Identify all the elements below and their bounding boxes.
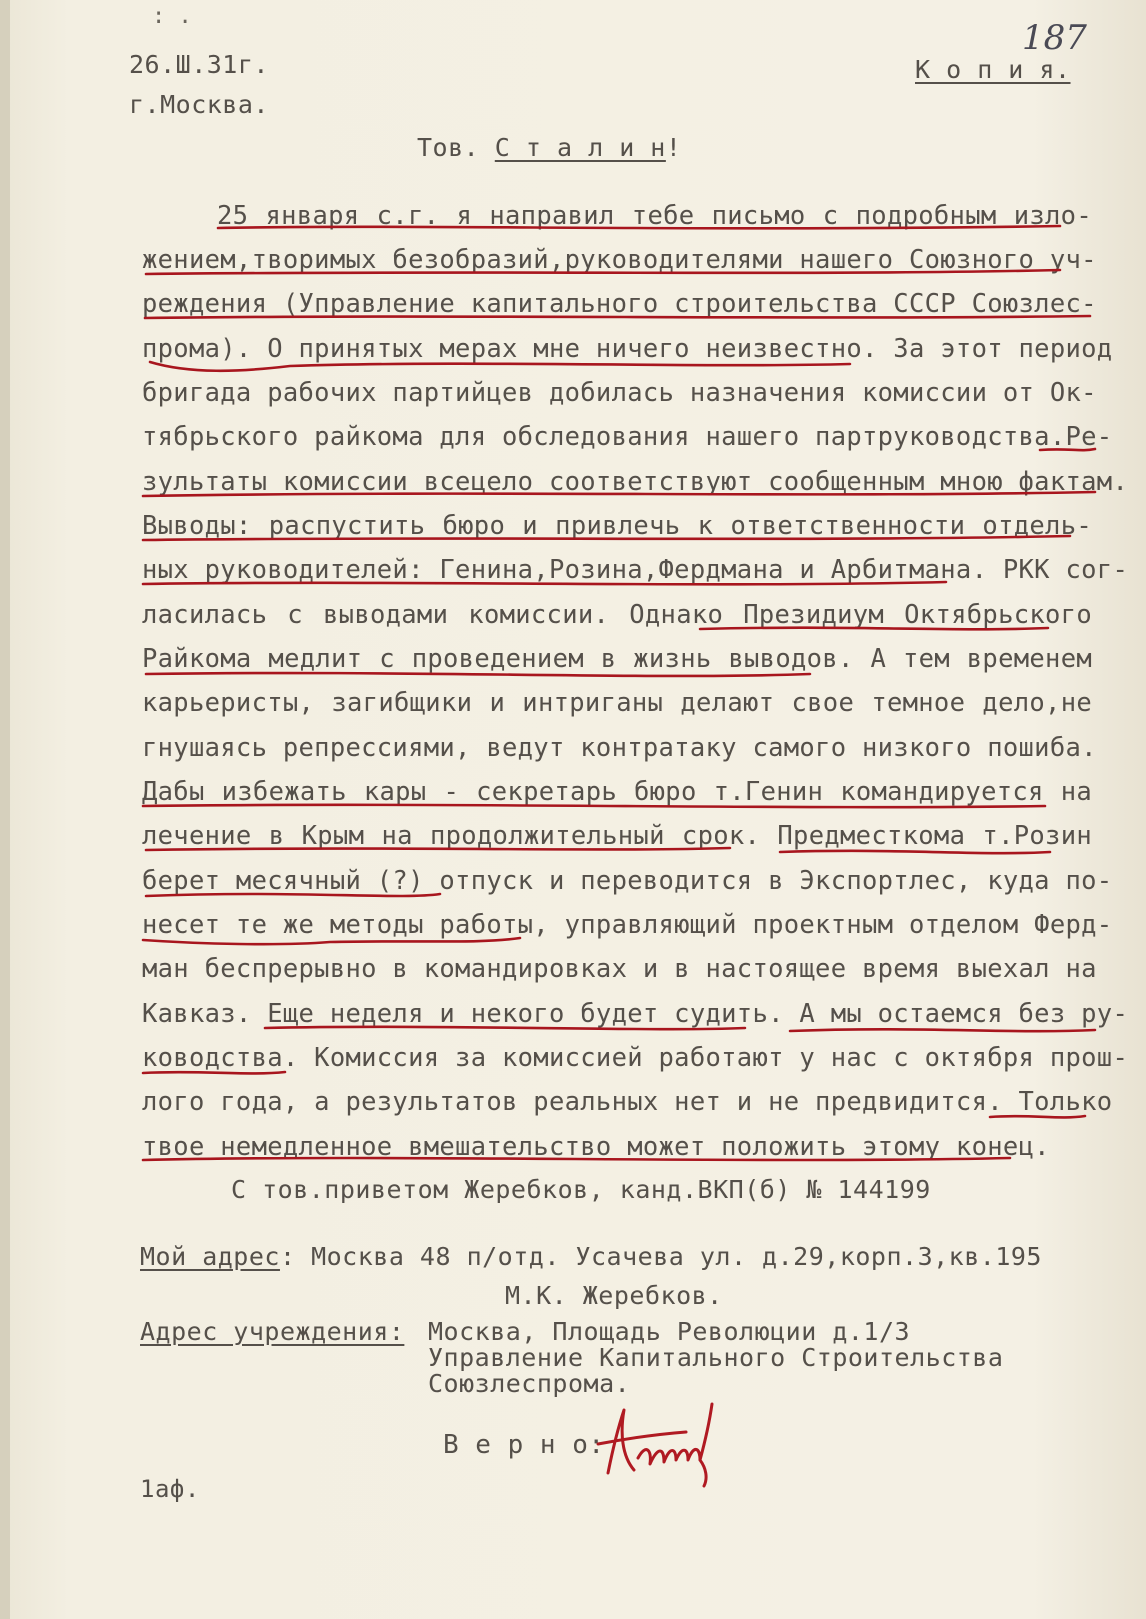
red-underline — [146, 270, 1060, 274]
salutation-suffix: ! — [665, 133, 682, 162]
copy-label: К о п и я. — [915, 55, 1071, 84]
red-underline — [1040, 449, 1095, 450]
red-underline — [143, 536, 1070, 540]
salutation-name: С т а л и н — [494, 133, 666, 162]
body-line: гнушаясь репрессиями, ведут контратаку самого низкого пошиба. — [142, 733, 1097, 763]
closing-greeting: С тов.приветом Жеребков, канд.ВКП(б) № 144199 — [231, 1175, 931, 1204]
archive-page-number: 187 — [1022, 18, 1087, 58]
red-underline — [990, 1116, 1085, 1117]
body-line: 25 января с.г. я направил тебе письмо с подробным изло- — [217, 201, 1092, 231]
red-underline — [790, 1029, 1095, 1031]
address-label: Мой адрес — [140, 1242, 280, 1271]
body-line: тябрьского райкома для обследования нашего партруководства.Ре- — [142, 422, 1113, 452]
red-underline — [143, 805, 1045, 807]
body-line: бригада рабочих партийцев добилась назначения комиссии от Ок- — [142, 378, 1097, 408]
body-line: ных руководителей: Генина,Розина,Фердмана и Арбитмана. РКК сог- — [142, 555, 1129, 585]
red-underline — [218, 226, 1060, 228]
red-underline — [145, 316, 1090, 318]
body-line: ман беспрерывно в командировках и в настоящее время выехал на — [142, 954, 1097, 984]
red-underline — [150, 362, 850, 371]
red-underline — [143, 1072, 285, 1073]
body-line: жением,творимых безобразий,руководителями нашего Союзного уч- — [142, 245, 1097, 275]
body-line: Выводы: распустить бюро и привлечь к ответственности отдель- — [142, 511, 1092, 541]
red-underline — [143, 938, 520, 944]
body-line: Кавказ. Еще неделя и некого будет судить. А мы остаемся без ру- — [142, 999, 1129, 1029]
body-line: прома). О принятых мерах мне ничего неизвестно. За этот период — [142, 334, 1113, 364]
org-name-line-2: Союзлеспрома. — [428, 1369, 631, 1398]
signer-name: М.К. Жеребков. — [505, 1281, 723, 1310]
red-underline — [700, 628, 1048, 630]
salutation-prefix: Тов. — [417, 133, 480, 162]
body-line: зультаты комиссии всецело соответствуют сообщенным мною фактам. — [142, 467, 1129, 497]
top-marks: : . — [152, 4, 192, 29]
red-underline — [780, 851, 1050, 853]
certification-label: В е р н о: — [443, 1430, 605, 1460]
sender-address — [140, 1242, 1042, 1271]
body-line: несет те же методы работы, управляющий проектным отделом Ферд- — [142, 910, 1113, 940]
body-line: лечение в Крым на продолжительный срок. Предместкома т.Розин — [142, 821, 1092, 851]
letter-date: 26.Ш.31г. — [129, 50, 269, 79]
certifier-signature — [590, 1398, 740, 1490]
body-line: ководства. Комиссия за комиссией работают у нас с октября прош- — [142, 1043, 1129, 1073]
red-underline — [146, 673, 810, 676]
red-underline — [146, 894, 440, 896]
body-line: берет месячный (?) отпуск и переводится в Экспортлес, куда по- — [142, 866, 1113, 896]
body-line: лого года, а результатов реальных нет и не предвидится. Только — [142, 1087, 1113, 1117]
letter-city: г.Москва. — [129, 90, 269, 119]
red-underline — [265, 1027, 745, 1029]
red-underline — [146, 848, 730, 850]
org-address-label: Адрес учреждения: — [140, 1317, 405, 1346]
red-underline — [143, 492, 1095, 496]
body-line: Райкома медлит с проведением в жизнь выводов. А тем временем — [142, 644, 1092, 674]
body-line: твое немедленное вмешательство может положить этому конец. — [142, 1132, 1050, 1162]
red-underline — [143, 582, 946, 584]
org-name-line: Управление Капитального Строительства — [428, 1343, 1004, 1372]
body-line: Дабы избежать кары - секретарь бюро т.Генин командируется на — [142, 777, 1092, 807]
address-value: : Москва 48 п/отд. Усачева ул. д.29,корп.3,кв.195 — [279, 1242, 1042, 1271]
body-line: ласилась с выводами комиссии. Однако Президиум Октябрьского — [142, 600, 1092, 630]
org-address-line: Москва, Площадь Революции д.1/3 — [428, 1317, 911, 1346]
footer-code: 1аф. — [140, 1475, 200, 1503]
body-line: карьеристы, загибщики и интриганы делают свое темное дело,не — [142, 688, 1092, 718]
body-line: реждения (Управление капитального строительства СССР Союзлес- — [142, 289, 1097, 319]
red-underline — [143, 1158, 1010, 1160]
